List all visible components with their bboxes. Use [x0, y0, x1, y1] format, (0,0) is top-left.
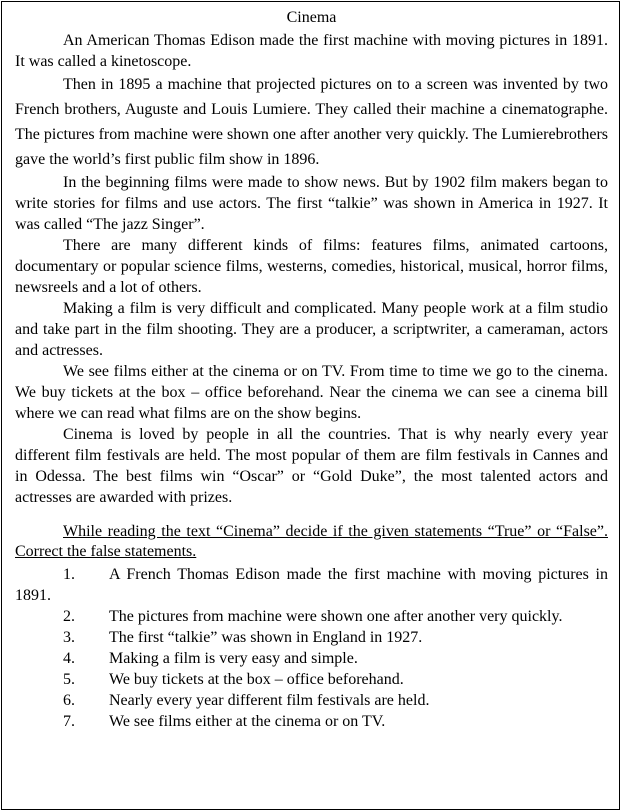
paragraph-edison: An American Thomas Edison made the first machine with moving pictures in 1891. It was called a kinetoscope. [15, 32, 608, 70]
statement-number: 7. [63, 713, 75, 730]
paragraph-festivals: Cinema is loved by people in all the countries. That is why nearly every year different film festivals are held. The most popular of them are film festivals in Cannes and in Odessa. The best films win “Oscar” or “Gold Duke”, the most talented actors and actresses are awarded with prizes. [15, 426, 608, 506]
paragraph-talkie: In the beginning films were made to show news. But by 1902 film makers began to write stories for films and use actors. The first “talkie” was shown in America in 1927. It was called “The jazz Singer”. [15, 174, 608, 233]
statement-item [15, 711, 608, 732]
statement-number: 3. [63, 629, 75, 646]
document-page [1, 1, 620, 810]
statement-item [15, 690, 608, 711]
statement-number: 4. [63, 650, 75, 667]
statement-text: The pictures from machine were shown one after another very quickly. [109, 608, 563, 625]
statement-item [15, 564, 608, 606]
statement-text: Making a film is very easy and simple. [109, 650, 358, 667]
task-instructions: While reading the text “Cinema” decide if the given statements “True” or “False”. Correct the false statements. [15, 523, 608, 560]
paragraph-lumiere: Then in 1895 a machine that projected pictures on to a screen was invented by two French brothers, Auguste and Louis Lumiere. They called their machine a cinematographe. The pictures from machine were shown one after another very quickly. The Lumierebrothers gave the world’s first public film show in 1896. [15, 76, 608, 168]
statement-number: 5. [63, 671, 75, 688]
statement-number: 2. [63, 608, 75, 625]
statement-number: 6. [63, 692, 75, 709]
statement-text: A French Thomas Edison made the first machine with moving pictures in 1891. [15, 566, 608, 604]
statement-number: 1. [63, 566, 75, 583]
paragraph-film-kinds: There are many different kinds of films: features films, animated cartoons, documentary or popular science films, westerns, comedies, historical, musical, horror films, newsreels and a lot of others. [15, 237, 608, 296]
document-title: Cinema [286, 9, 337, 26]
statement-item [15, 669, 608, 690]
statement-item [15, 648, 608, 669]
statement-text: Nearly every year different film festivals are held. [109, 692, 430, 709]
statement-text: We see films either at the cinema or on TV. [109, 713, 386, 730]
statement-text: We buy tickets at the box – office beforehand. [109, 671, 404, 688]
statement-item [15, 627, 608, 648]
statements-list [15, 564, 608, 732]
paragraph-making-film: Making a film is very difficult and complicated. Many people work at a film studio and take part in the film shooting. They are a producer, a scriptwriter, a cameraman, actors and actresses. [15, 300, 608, 359]
statement-item [15, 606, 608, 627]
paragraph-watching-films: We see films either at the cinema or on TV. From time to time we go to the cinema. We buy tickets at the box – office beforehand. Near the cinema we can see a cinema bill where we can read what films are on the show begins. [15, 363, 608, 422]
statement-text: The first “talkie” was shown in England in 1927. [109, 629, 423, 646]
